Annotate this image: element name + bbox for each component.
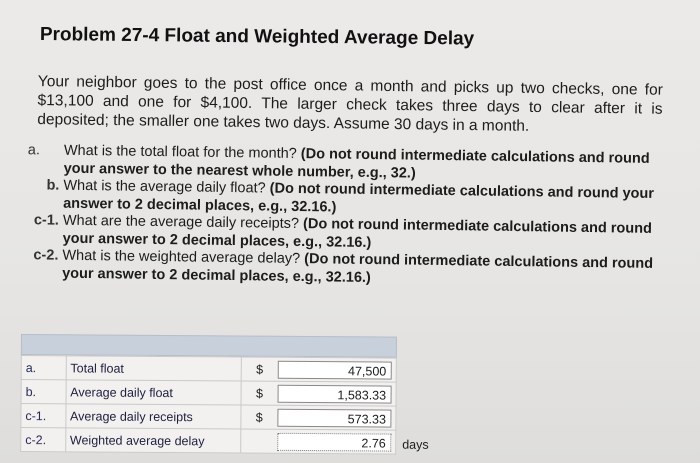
currency-symbol: $ — [241, 381, 277, 405]
question-text: What is the weighted average delay? — [62, 247, 301, 268]
row-label: a. — [21, 356, 66, 380]
average-daily-float-input[interactable]: 1,583.33 — [277, 384, 391, 403]
problem-title: Problem 27-4 Float and Weighted Average Delay — [39, 24, 475, 50]
table-row — [21, 356, 396, 383]
row-label: c-1. — [21, 404, 66, 428]
answer-table-header — [21, 334, 397, 358]
weighted-average-delay-input[interactable]: 2.76 — [277, 432, 391, 451]
question-label: b. — [46, 177, 60, 194]
table-row — [21, 380, 396, 407]
table-row — [21, 428, 396, 455]
question-label: c-1. — [33, 212, 60, 229]
currency-symbol: $ — [241, 405, 277, 429]
question-text: What is the average daily float? — [63, 177, 266, 197]
answer-table — [20, 334, 429, 455]
days-unit-label: days — [402, 437, 429, 452]
row-label: c-2. — [21, 428, 66, 452]
question-instruction: (Do not round intermediate calculations and round your answer to the nearest whole number, e.g., 32.) — [63, 146, 650, 182]
problem-intro: Your neighbor goes to the post office once a month and picks up two checks, one for $13,100 and one for $4,100. The larger check takes three days to clear after it is deposited; the smaller one takes two days. Assume 30 days in a month. — [37, 72, 663, 135]
row-label: b. — [21, 380, 66, 404]
row-description: Total float — [66, 356, 242, 381]
row-description: Weighted average delay — [65, 428, 241, 453]
question-instruction: (Do not round intermediate calculations and round your answer to 2 decimal places, e.g., 32.16.) — [62, 251, 654, 286]
total-float-input[interactable]: 47,500 — [277, 360, 391, 379]
question-instruction: (Do not round intermediate calculations and round your answer to 2 decimal places, e.g., 32.16.) — [63, 180, 655, 216]
currency-symbol — [241, 429, 277, 453]
question-label: a. — [27, 142, 41, 159]
average-daily-receipts-input[interactable]: 573.33 — [277, 408, 391, 427]
table-row — [21, 404, 396, 431]
row-description: Average daily float — [66, 380, 242, 405]
question-list — [12, 142, 674, 291]
row-description: Average daily receipts — [66, 404, 242, 429]
question-instruction: (Do not round intermediate calculations and round your answer to 2 decimal places, e.g., 32.16.) — [62, 216, 652, 251]
question-text: What is the total float for the month? — [63, 142, 297, 162]
question-text: What are the average daily receipts? — [62, 212, 300, 232]
question-label: c-2. — [33, 247, 59, 264]
currency-symbol: $ — [241, 357, 277, 381]
